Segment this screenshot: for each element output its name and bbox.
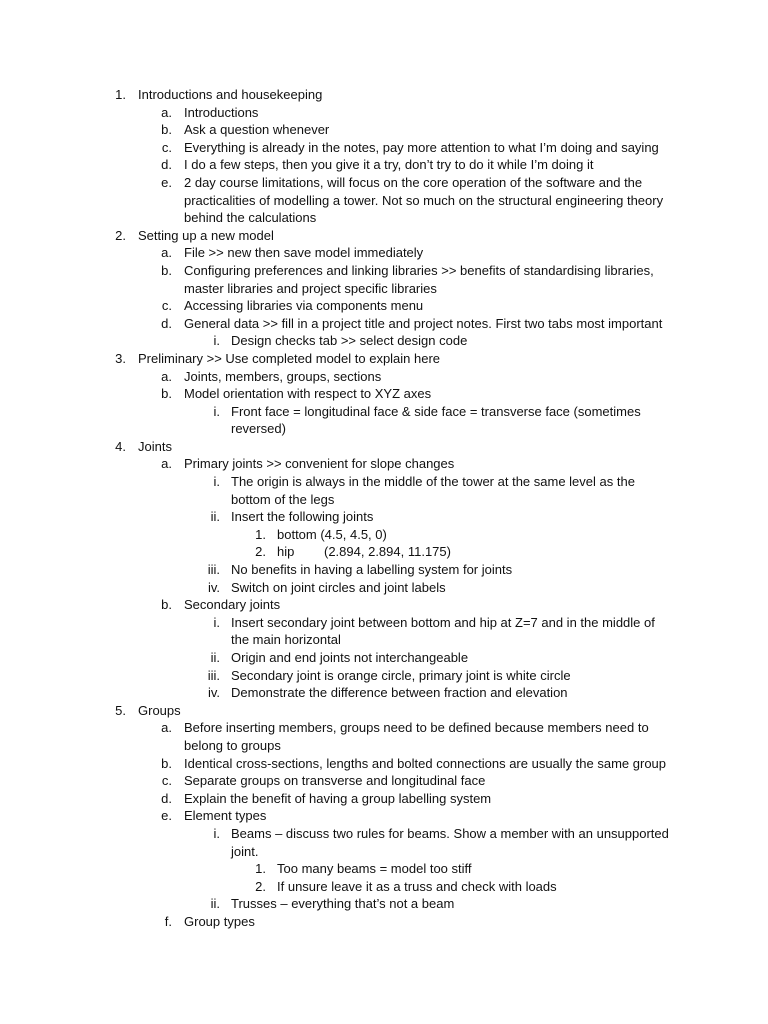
list-item-text: Joints [138,438,172,454]
list-item [0,438,768,456]
list-item [0,315,768,333]
list-item-text: Element types [184,808,267,824]
list-item [0,104,768,122]
list-item-text: Introductions and housekeeping [138,87,323,102]
list-item-text: Origin and end joints not interchangeable [231,650,469,665]
list-item-text: Secondary joints [184,597,281,613]
list-item-text-part: (2.894, 2.894, 11.175) [324,544,451,560]
list-item [0,561,768,579]
list-item-continuation [0,209,768,227]
list-marker: 2. [255,878,266,894]
list-item-text: Identical cross-sections, lengths and bolted connections are usually the same group [184,755,667,771]
list-marker: 1. [255,526,266,542]
list-marker: ii. [210,896,220,912]
list-item-text: Configuring preferences and linking libraries >> benefits of standardising libraries, [184,262,654,278]
list-item-text: Too many beams = model too stiff [277,861,472,877]
list-marker: a. [161,104,172,120]
list-item-text: Trusses – everything that’s not a beam [231,896,455,912]
list-marker: d. [161,315,172,331]
list-item [0,667,768,685]
list-item-continuation [0,192,768,210]
list-item-text: Design checks tab >> select design code [231,333,468,349]
list-marker: b. [161,597,172,613]
list-item-text: Beams – discuss two rules for beams. Show a member with an unsupported [231,825,669,841]
list-marker: 1. [115,87,126,102]
list-item-text: Introductions [184,104,259,120]
list-item-continuation [0,843,768,861]
list-marker: a. [161,456,172,472]
list-item-text: behind the calculations [184,210,317,226]
list-item [0,368,768,386]
list-item-text: File >> new then save model immediately [184,245,424,261]
list-marker: 2. [255,544,266,560]
list-marker: ii. [210,509,220,525]
list-item-text: Secondary joint is orange circle, primary joint is white circle [231,667,571,683]
list-item-text: Groups [138,702,181,718]
list-item-text-part: hip [277,544,295,560]
list-item [0,139,768,157]
list-item [0,860,768,878]
list-item [0,174,768,192]
list-marker: c. [161,773,172,789]
list-marker: a. [161,368,172,384]
list-marker: e. [161,174,172,190]
list-marker: i. [213,474,220,490]
list-item-text: joint. [231,843,259,859]
list-item-text: Joints, members, groups, sections [184,368,382,384]
list-item-text: Before inserting members, groups need to be defined because members need to [184,720,649,736]
list-item-text: 2 day course limitations, will focus on the core operation of the software and the [184,174,643,190]
list-item-text: Group types [184,913,255,929]
list-item-text: Setting up a new model [138,227,274,243]
list-item [0,543,768,561]
list-marker: i. [213,333,220,349]
list-item [0,262,768,280]
list-item [0,596,768,614]
list-item-text: If unsure leave it as a truss and check with loads [277,878,557,894]
list-item-text: Accessing libraries via components menu [184,298,424,314]
list-marker: iv. [207,685,220,701]
list-item-text: practicalities of modelling a tower. Not so much on the structural engineering theory [184,192,664,208]
list-item-text: Demonstrate the difference between fraction and elevation [231,685,568,701]
list-item [0,403,768,421]
list-item [0,913,768,931]
list-marker: b. [161,386,172,402]
list-item [0,473,768,491]
list-marker: 4. [115,438,126,454]
list-item-text: The origin is always in the middle of the tower at the same level as the [231,474,635,490]
list-item [0,579,768,597]
list-item-text: I do a few steps, then you give it a try, don’t try to do it while I’m doing it [184,157,594,173]
list-item-text: Everything is already in the notes, pay more attention to what I’m doing and saying [184,139,659,155]
list-marker: b. [161,755,172,771]
list-item-text: Front face = longitudinal face & side face = transverse face (sometimes [231,403,641,419]
list-item-continuation [0,491,768,509]
list-item-text: belong to groups [184,737,281,753]
list-item-continuation [0,737,768,755]
list-marker: a. [161,245,172,261]
list-item-text: General data >> fill in a project title and project notes. First two tabs most important [184,315,663,331]
list-item [0,772,768,790]
list-marker: e. [161,808,172,824]
list-item [0,684,768,702]
list-item-text [277,543,451,561]
list-item [0,702,768,720]
list-marker: 2. [115,227,126,243]
document-outline [0,86,768,931]
list-item [0,86,768,104]
list-marker: iv. [207,579,220,595]
list-item [0,121,768,139]
list-marker: a. [161,720,172,736]
list-item-text: Primary joints >> convenient for slope changes [184,456,455,472]
list-marker: c. [161,298,172,314]
list-item-text: the main horizontal [231,632,341,648]
list-marker: 1. [255,861,266,877]
list-marker: ii. [210,650,220,665]
list-item-text: No benefits in having a labelling system for joints [231,562,513,578]
list-item [0,878,768,896]
list-item-text: Switch on joint circles and joint labels [231,579,446,595]
list-marker: b. [161,262,172,278]
list-item-text: Preliminary >> Use completed model to explain here [138,350,441,366]
list-item [0,350,768,368]
list-item [0,719,768,737]
list-item [0,332,768,350]
list-item [0,455,768,473]
list-item [0,156,768,174]
list-item-text: Explain the benefit of having a group labelling system [184,790,492,806]
list-item-text: Insert the following joints [231,509,374,525]
list-item [0,227,768,245]
list-marker: 5. [115,702,126,718]
list-item-text: master libraries and project specific libraries [184,280,437,296]
list-marker: iii. [207,667,220,683]
list-item [0,385,768,403]
list-marker: i. [213,614,220,630]
list-item-text: bottom of the legs [231,491,335,507]
list-item [0,614,768,632]
list-marker: iii. [207,562,220,578]
list-item-text: Insert secondary joint between bottom and hip at Z=7 and in the middle of [231,614,655,630]
list-item [0,895,768,913]
list-item [0,755,768,773]
list-item-text: reversed) [231,421,286,437]
list-item [0,508,768,526]
list-item-continuation [0,420,768,438]
list-item [0,297,768,315]
list-marker: f. [164,913,172,929]
list-marker: d. [161,790,172,806]
list-item-text: Ask a question whenever [184,122,330,138]
list-marker: i. [213,825,220,841]
list-item-continuation [0,631,768,649]
list-marker: 3. [115,350,126,366]
list-item [0,244,768,262]
list-item [0,649,768,667]
list-marker: b. [161,122,172,138]
list-item-text: Separate groups on transverse and longitudinal face [184,773,486,789]
list-item-continuation [0,280,768,298]
list-marker: d. [161,157,172,173]
list-item [0,526,768,544]
list-item-text: bottom (4.5, 4.5, 0) [277,526,387,542]
list-item [0,825,768,843]
list-marker: i. [213,403,220,419]
list-marker: c. [161,139,172,155]
list-item [0,790,768,808]
list-item [0,807,768,825]
list-item-text: Model orientation with respect to XYZ axes [184,386,432,402]
